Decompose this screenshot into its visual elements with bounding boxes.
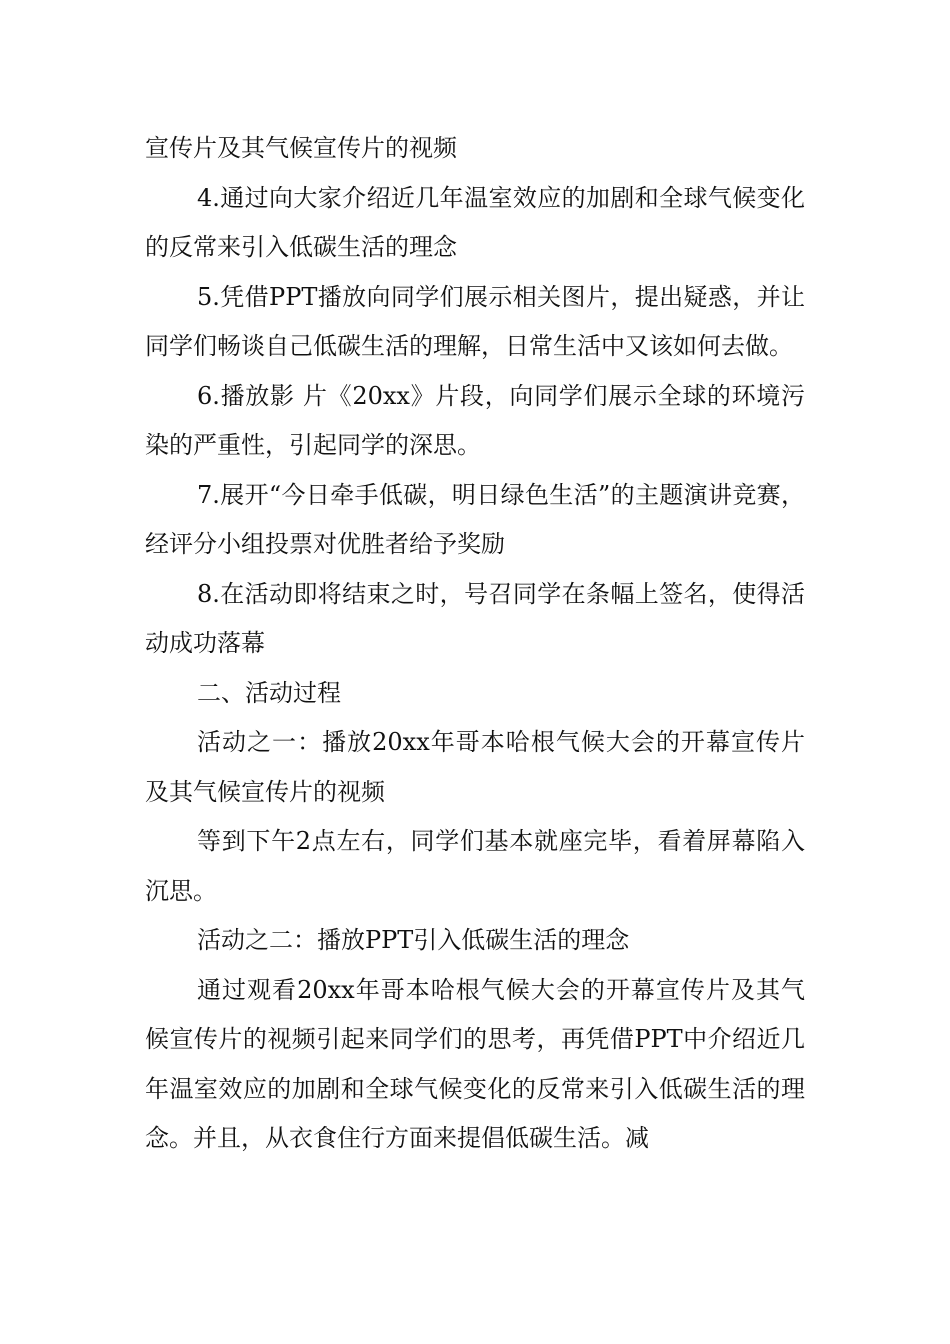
activity-two-body: 通过观看20xx年哥本哈根气候大会的开幕宣传片及其气候宣传片的视频引起来同学们的思考，再凭借PPT中介绍近几年温室效应的加剧和全球气候变化的反常来引入低碳生活的理念。并且，从衣食住行方面来提倡低碳生活。减 bbox=[145, 975, 805, 1152]
list-item-6: 6.播放影 片《20xx》片段，向同学们展示全球的环境污染的严重性，引起同学的深思。 bbox=[145, 381, 805, 459]
section-heading: 二、活动过程 bbox=[197, 678, 341, 707]
paragraph-continuation: 宣传片及其气候宣传片的视频 bbox=[145, 134, 457, 162]
activity-one-title: 活动之一：播放20xx年哥本哈根气候大会的开幕宣传片及其气候宣传片的视频 bbox=[145, 728, 805, 806]
list-item-8: 8.在活动即将结束之时，号召同学在条幅上签名，使得活动成功落幕 bbox=[145, 579, 805, 657]
list-item-5: 5.凭借PPT播放向同学们展示相关图片，提出疑惑，并让同学们畅谈自己低碳生活的理解，日常生活中又该如何去做。 bbox=[145, 282, 805, 360]
document-body bbox=[145, 124, 805, 1164]
activity-two-title: 活动之二：播放PPT引入低碳生活的理念 bbox=[197, 926, 630, 954]
list-item-7: 7.展开“今日牵手低碳，明日绿色生活”的主题演讲竞赛，经评分小组投票对优胜者给予奖励 bbox=[145, 480, 805, 558]
list-item-4: 4.通过向大家介绍近几年温室效应的加剧和全球气候变化的反常来引入低碳生活的理念 bbox=[145, 183, 805, 261]
activity-one-body: 等到下午2点左右，同学们基本就座完毕，看着屏幕陷入沉思。 bbox=[145, 827, 805, 905]
